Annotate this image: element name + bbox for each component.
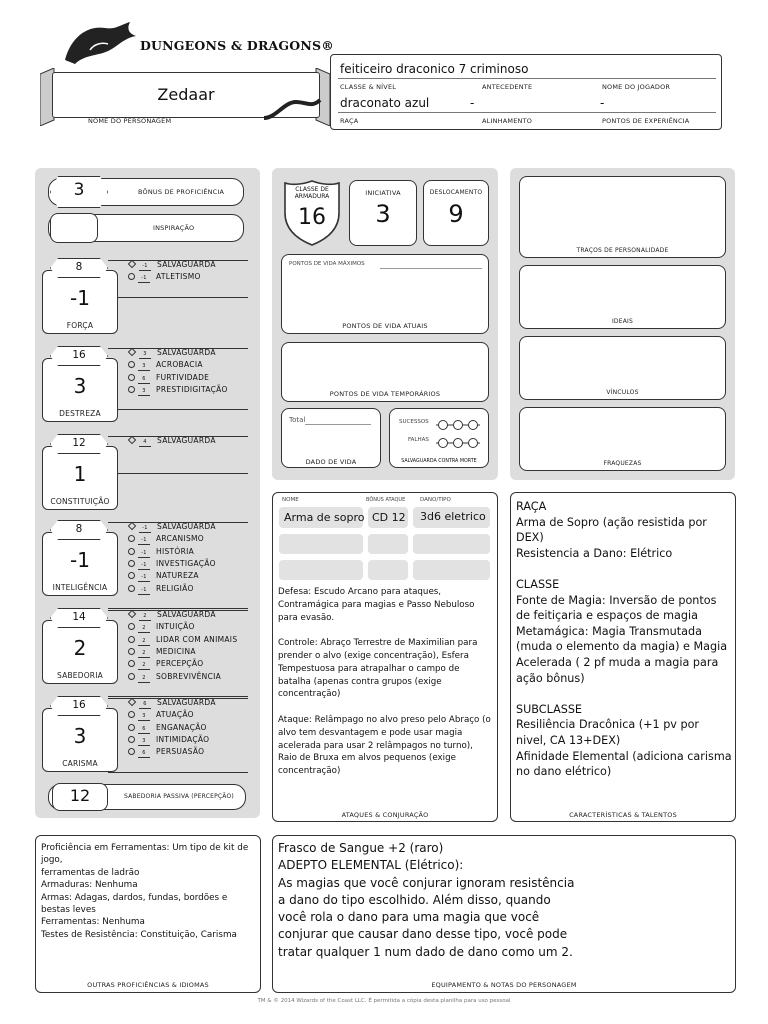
skill-proficiency-circle-icon[interactable] <box>128 660 135 667</box>
skill-value: -1 <box>138 587 150 595</box>
xp-value[interactable]: - <box>600 96 605 110</box>
attack-row-2-bonus-cell[interactable] <box>368 534 408 554</box>
alignment-value[interactable]: - <box>470 96 475 110</box>
ability-rule <box>108 608 248 609</box>
skill-row[interactable] <box>128 534 204 545</box>
skill-row[interactable] <box>128 373 209 384</box>
attack-note: Controle: Abraço Terrestre de Maximilian para prender o alvo (exige concentração), Esfera Tempestuosa para atrapalhar o campo de batalha (apenas contra grupos (exige concentração) <box>278 638 478 700</box>
skill-value: 6 <box>138 750 150 758</box>
proficiencies-text[interactable] <box>41 842 255 941</box>
ability-score[interactable]: 14 <box>72 611 86 623</box>
hp-temp-label: PONTOS DE VIDA TEMPORÁRIOS <box>329 390 441 398</box>
armor-class-label: CLASSE DE ARMADURA <box>294 186 330 200</box>
skill-row[interactable] <box>128 647 196 658</box>
skill-proficiency-circle-icon[interactable] <box>128 572 135 579</box>
skill-value: 3 <box>138 363 150 371</box>
skill-row[interactable] <box>128 698 216 709</box>
feature-line: CLASSE <box>516 577 560 591</box>
skill-row[interactable] <box>128 348 216 359</box>
player-name-label: NOME DO JOGADOR <box>602 83 671 91</box>
hp-max-label: PONTOS DE VIDA MÁXIMOS <box>289 261 365 267</box>
attack-row-3-name-cell[interactable] <box>279 560 363 580</box>
personality-label: TRAÇOS DE PERSONALIDADE <box>576 247 669 254</box>
feature-line: Afinidade Elemental (adiciona carisma no dano elétrico) <box>516 749 732 779</box>
skill-proficiency-circle-icon[interactable] <box>128 560 135 567</box>
skill-proficiency-circle-icon[interactable] <box>128 273 135 280</box>
save-proficiency-diamond-icon[interactable] <box>128 522 136 530</box>
skill-row[interactable] <box>128 622 195 633</box>
skill-value: -1 <box>139 263 151 271</box>
ability-score[interactable]: 12 <box>72 437 86 449</box>
skill-row[interactable] <box>128 360 203 371</box>
proficiency-bonus-label: BÔNUS DE PROFICIÊNCIA <box>138 188 225 196</box>
proficiency-line: Testes de Resistência: Constituição, Carisma <box>41 929 237 940</box>
ability-modifier[interactable]: -1 <box>70 286 90 310</box>
speed-value[interactable]: 9 <box>448 200 464 228</box>
skill-row[interactable] <box>128 672 221 683</box>
skill-row[interactable] <box>128 723 207 734</box>
attacks-label: ATAQUES & CONJURAÇÃO <box>341 811 429 819</box>
skill-name: ARCANISMO <box>156 534 204 544</box>
attack-damage-col: DANO/TIPO <box>420 497 451 503</box>
skill-row[interactable] <box>128 385 228 396</box>
skill-value: 3 <box>138 738 150 746</box>
attack-notes[interactable] <box>278 586 494 778</box>
ability-modifier[interactable]: 2 <box>73 636 87 660</box>
feature-line <box>516 686 732 702</box>
class-level-value[interactable]: feiticeiro draconico 7 <box>340 62 467 76</box>
skill-name: PRESTIDIGITAÇÃO <box>156 384 228 394</box>
skill-name: RELIGIÃO <box>156 583 194 593</box>
xp-label: PONTOS DE EXPERIÊNCIA <box>602 117 690 125</box>
ability-rule <box>108 772 248 773</box>
feature-line: Resistencia a Dano: Elétrico <box>516 546 673 560</box>
ability-modifier[interactable]: 3 <box>73 724 87 748</box>
save-proficiency-diamond-icon[interactable] <box>128 260 136 268</box>
save-proficiency-diamond-icon[interactable] <box>128 436 136 444</box>
bonds-label: VÍNCULOS <box>606 389 639 396</box>
skill-name: PERSUASÃO <box>156 747 205 757</box>
feature-line: Arma de Sopro (ação resistida por DEX) <box>516 515 707 545</box>
background-label: ANTECEDENTE <box>482 83 533 91</box>
ability-name: CONSTITUIÇÃO <box>50 497 110 506</box>
skill-name: FURTIVIDADE <box>156 372 210 382</box>
proficiency-line: ferramentas de ladrão <box>41 867 140 878</box>
save-proficiency-diamond-icon[interactable] <box>128 610 136 618</box>
ability-rule <box>108 473 248 474</box>
skill-name: LIDAR COM ANIMAIS <box>156 634 238 644</box>
skill-name: ACROBACIA <box>156 360 203 370</box>
skill-value: -1 <box>138 537 150 545</box>
skill-name: ATLETISMO <box>156 272 201 282</box>
skill-value: 6 <box>138 376 150 384</box>
ability-modifier[interactable]: -1 <box>70 548 90 572</box>
skill-proficiency-circle-icon[interactable] <box>128 361 135 368</box>
attack-row-2-damage-cell[interactable] <box>413 534 490 554</box>
equipment-label: EQUIPAMENTO & NOTAS DO PERSONAGEM <box>431 981 577 989</box>
skill-name: INTUIÇÃO <box>156 622 195 632</box>
ability-score[interactable]: 8 <box>75 523 83 535</box>
skill-row[interactable] <box>128 436 216 447</box>
skill-name: SALVAGUARDA <box>157 610 216 619</box>
skill-row[interactable] <box>128 710 194 721</box>
skill-proficiency-circle-icon[interactable] <box>128 648 135 655</box>
passive-perception-value[interactable]: 12 <box>69 786 91 805</box>
ability-rule <box>108 696 248 697</box>
skill-row[interactable] <box>128 260 216 271</box>
skill-name: PERCEPÇÃO <box>156 659 204 669</box>
attack-name-col: NOME <box>282 497 299 503</box>
flaws-label: FRAQUEZAS <box>603 460 642 467</box>
ability-name: CARISMA <box>62 759 98 768</box>
skill-name: SALVAGUARDA <box>157 348 216 357</box>
features-text[interactable] <box>516 499 732 780</box>
skill-value: 6 <box>139 701 151 709</box>
skill-value: -1 <box>139 525 151 533</box>
skill-proficiency-circle-icon[interactable] <box>128 736 135 743</box>
tail-decoration-icon <box>262 92 322 122</box>
feature-line: Resiliência Dracônica (+1 pv por nivel, CA 13+DEX) <box>516 718 700 747</box>
proficiency-line: Armas: Adagas, dardos, fundas, bordões e bestas leves <box>41 892 228 916</box>
attack-row-3-damage-cell[interactable] <box>413 560 490 580</box>
ability-name: FORÇA <box>66 321 94 330</box>
save-proficiency-diamond-icon[interactable] <box>128 698 136 706</box>
attack-row-2-name-cell[interactable] <box>279 534 363 554</box>
skill-row[interactable] <box>128 272 201 283</box>
attack-row-1-bonus[interactable]: CD 12 <box>372 511 406 524</box>
skill-value: 3 <box>138 388 150 396</box>
passive-perception-label: SABEDORIA PASSIVA (PERCEPÇÃO) <box>124 793 234 800</box>
skill-proficiency-circle-icon[interactable] <box>128 535 135 542</box>
skill-row[interactable] <box>128 635 237 646</box>
personality-box[interactable] <box>519 176 726 258</box>
character-name[interactable]: Zedaar <box>157 85 215 104</box>
armor-class-value[interactable]: 16 <box>298 205 326 230</box>
speed-label: DESLOCAMENTO <box>429 189 483 196</box>
skill-row[interactable] <box>128 747 204 758</box>
skill-proficiency-circle-icon[interactable] <box>128 711 135 718</box>
race-value[interactable]: draconato azul <box>340 96 430 110</box>
skill-name: SALVAGUARDA <box>157 698 216 707</box>
skill-name: NATUREZA <box>156 571 199 581</box>
skill-name: INTIMIDAÇÃO <box>156 734 210 744</box>
skill-value: 2 <box>138 650 150 658</box>
skill-proficiency-circle-icon[interactable] <box>128 623 135 630</box>
equipment-line: As magias que você conjurar ignoram resistência a dano do tipo escolhido. Além disso, quando você rola o dano para uma magia que você conjurar que causar dano desse tipo, você pode tratar qualquer 1 num dado de dano como um 2. <box>278 875 575 959</box>
inspiration-label: INSPIRAÇÃO <box>153 224 195 232</box>
skill-name: MEDICINA <box>156 646 196 656</box>
skill-value: 3 <box>139 351 151 359</box>
proficiency-bonus-value[interactable]: 3 <box>73 180 85 200</box>
ability-name: INTELIGÊNCIA <box>52 583 108 592</box>
attack-note: Ataque: Relâmpago no alvo preso pelo Abraço (o alvo tem desvantagem e pode usar magia acelerada para usar 2 relâmpagos no turno), Raio de Bruxa em alvos pequenos (exige concentração) <box>278 714 491 777</box>
ability-name: SABEDORIA <box>57 671 103 680</box>
skill-name: SALVAGUARDA <box>157 436 216 445</box>
feature-line: SUBCLASSE <box>516 702 582 716</box>
attack-note: Defesa: Escudo Arcano para ataques, Contramágica para magias e Passo Nebuloso para evasão. <box>278 587 475 623</box>
logo-text: DUNGEONS & DRAGONS® <box>140 38 334 53</box>
skill-value: -1 <box>138 275 150 283</box>
skill-value: -1 <box>138 550 150 558</box>
save-proficiency-diamond-icon[interactable] <box>128 348 136 356</box>
skill-row[interactable] <box>128 584 194 595</box>
ability-modifier[interactable]: 3 <box>73 374 87 398</box>
hit-dice-label: DADO DE VIDA <box>305 458 357 466</box>
skill-proficiency-circle-icon[interactable] <box>128 748 135 755</box>
ability-rule <box>108 409 248 410</box>
features-label: CARACTERÍSTICAS & TALENTOS <box>569 811 677 819</box>
feature-line <box>516 561 732 577</box>
equipment-line: Frasco de Sangue +2 (raro) <box>278 841 444 855</box>
skill-row[interactable] <box>128 610 216 621</box>
attack-bonus-col: BÔNUS ATAQUE <box>366 497 406 503</box>
hit-dice-total-label: Total <box>289 416 306 424</box>
death-saves-label: SALVAGUARDA CONTRA MORTE <box>401 459 477 464</box>
skill-row[interactable] <box>128 547 194 558</box>
skill-name: SALVAGUARDA <box>157 522 216 531</box>
attack-row-3-bonus-cell[interactable] <box>368 560 408 580</box>
skill-value: 3 <box>138 713 150 721</box>
dragon-logo-icon <box>60 20 140 70</box>
skill-proficiency-circle-icon[interactable] <box>128 386 135 393</box>
death-success-circles[interactable] <box>436 416 482 428</box>
skill-value: -1 <box>138 562 150 570</box>
skill-name: SOBREVIVÊNCIA <box>156 671 222 681</box>
proficiencies-label: OUTRAS PROFICIÊNCIAS & IDIOMAS <box>87 981 209 989</box>
character-name-label: NOME DO PERSONAGEM <box>88 117 172 125</box>
feature-line: RAÇA <box>516 500 547 513</box>
ideals-label: IDEAIS <box>611 318 634 325</box>
skill-value: 4 <box>139 439 151 447</box>
ability-rule <box>108 297 248 298</box>
ability-score[interactable]: 16 <box>72 699 86 711</box>
proficiency-line: Armaduras: Nenhuma <box>41 880 138 891</box>
race-label: RAÇA <box>340 117 359 125</box>
skill-value: 2 <box>139 613 151 621</box>
skill-name: ATUAÇÃO <box>156 710 194 720</box>
skill-name: HISTÓRIA <box>156 546 195 556</box>
equipment-line: ADEPTO ELEMENTAL (Elétrico): <box>278 858 464 873</box>
skill-proficiency-circle-icon[interactable] <box>128 724 135 731</box>
inspiration-box[interactable] <box>50 213 98 243</box>
proficiency-line: Ferramentas: Nenhuma <box>41 917 145 928</box>
skill-name: INVESTIGAÇÃO <box>156 558 216 568</box>
hp-current-label: PONTOS DE VIDA ATUAIS <box>342 322 428 330</box>
feature-line: Fonte de Magia: Inversão de pontos de feitiçaria e espaços de magia <box>516 593 717 623</box>
death-success-label: SUCESSOS <box>399 419 429 425</box>
proficiency-line: Proficiência em Ferramentas: Um tipo de kit de jogo, <box>41 843 249 866</box>
skill-value: 2 <box>138 625 150 633</box>
skill-value: 2 <box>138 638 150 646</box>
alignment-label: ALINHAMENTO <box>482 117 533 125</box>
skill-value: -1 <box>138 574 150 582</box>
skill-proficiency-circle-icon[interactable] <box>128 673 135 680</box>
skill-proficiency-circle-icon[interactable] <box>128 548 135 555</box>
attack-row-1-name[interactable]: Arma de sopro <box>284 511 365 524</box>
skill-value: 2 <box>138 662 150 670</box>
initiative-label: INICIATIVA <box>365 189 401 197</box>
skill-name: ENGANAÇÃO <box>156 722 207 732</box>
skill-row[interactable] <box>128 659 203 670</box>
feature-line: Metamágica: Magia Transmutada (muda o elemento da magia) e Magia Acelerada ( 2 pf muda a magia para ação bônus) <box>516 624 728 685</box>
equipment-text[interactable] <box>278 840 578 961</box>
skill-value: 2 <box>138 675 150 683</box>
skill-row[interactable] <box>128 735 209 746</box>
footer-copyright: TM & © 2014 Wizards of the Coast LLC. É permitida a cópia desta planilha para uso pessoal <box>257 998 511 1004</box>
skill-proficiency-circle-icon[interactable] <box>128 585 135 592</box>
ability-name: DESTREZA <box>59 409 101 418</box>
skill-proficiency-circle-icon[interactable] <box>128 374 135 381</box>
death-fail-label: FALHAS <box>408 437 429 443</box>
skill-name: SALVAGUARDA <box>157 260 216 269</box>
skill-proficiency-circle-icon[interactable] <box>128 636 135 643</box>
initiative-value[interactable]: 3 <box>375 200 391 228</box>
attack-row-1-damage[interactable]: 3d6 eletrico <box>420 510 486 523</box>
background-value[interactable]: criminoso <box>470 62 529 76</box>
ability-score[interactable]: 8 <box>75 261 83 273</box>
death-fail-circles[interactable] <box>436 434 482 446</box>
skill-row[interactable] <box>128 571 199 582</box>
ability-modifier[interactable]: 1 <box>73 462 87 486</box>
skill-row[interactable] <box>128 559 216 570</box>
class-level-label: CLASSE & NÍVEL <box>340 83 397 91</box>
skill-row[interactable] <box>128 522 216 533</box>
ability-score[interactable]: 16 <box>72 349 86 361</box>
skill-value: 6 <box>138 726 150 734</box>
